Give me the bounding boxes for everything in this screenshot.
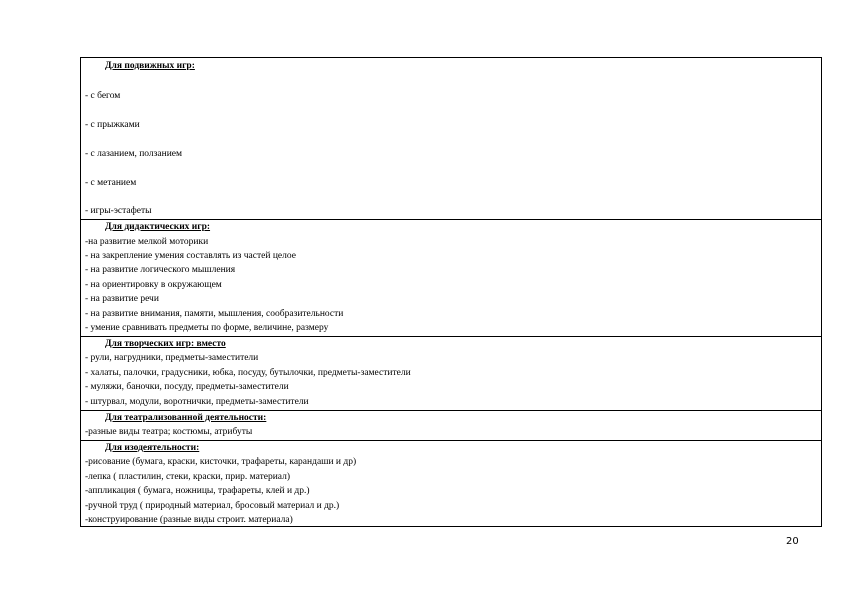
list-item: - игры-эстафеты <box>85 206 152 216</box>
list-item: - с метанием <box>85 178 137 188</box>
content-table <box>80 57 822 527</box>
list-item: -аппликация ( бумага, ножницы, трафареты, клей и др.) <box>85 486 310 496</box>
section-heading: Для подвижных игр: <box>105 61 195 71</box>
list-item: -лепка ( пластилин, стеки, краски, прир. материал) <box>85 472 290 482</box>
list-item: -ручной труд ( природный материал, бросовый материал и др.) <box>85 501 340 511</box>
list-item: -конструирование (разные виды строит. материала) <box>85 515 293 525</box>
list-item: - на развитие речи <box>85 294 159 304</box>
list-item: - на закрепление умения составлять из частей целое <box>85 251 296 261</box>
section-heading: Для дидактических игр: <box>105 222 211 232</box>
list-item: - муляжи, баночки, посуду, предметы-заместители <box>85 382 289 392</box>
table-row-theatre <box>81 410 821 441</box>
list-item: -рисование (бумага, краски, кисточки, трафареты, карандаши и др) <box>85 457 357 467</box>
list-item: - с лазанием, ползанием <box>85 149 183 159</box>
list-item: -разные виды театра; костюмы, атрибуты <box>85 427 253 437</box>
list-item: - рули, нагрудники, предметы-заместители <box>85 353 259 363</box>
list-item: - на развитие логического мышления <box>85 265 236 275</box>
list-item: - с прыжками <box>85 120 140 130</box>
section-heading: Для творческих игр: вместо <box>105 339 226 349</box>
page-number: 20 <box>786 536 799 547</box>
table-row-art <box>81 440 821 528</box>
list-item: - с бегом <box>85 91 121 101</box>
list-item: - на ориентировку в окружающем <box>85 280 222 290</box>
table-row-creative-games <box>81 336 821 411</box>
list-item: - халаты, палочки, градусники, юбка, посуду, бутылочки, предметы-заместители <box>85 368 411 378</box>
table-row-outdoor-games <box>81 58 821 220</box>
section-heading: Для театрализованной деятельности: <box>105 413 267 423</box>
list-item: -на развитие мелкой моторики <box>85 237 209 247</box>
list-item: - умение сравнивать предметы по форме, величине, размеру <box>85 323 329 333</box>
table-row-didactic-games <box>81 219 821 337</box>
list-item: - на развитие внимания, памяти, мышления, сообразительности <box>85 309 344 319</box>
list-item: - штурвал, модули, воротнички, предметы-заместители <box>85 397 309 407</box>
section-heading: Для изодеятельности: <box>105 443 200 453</box>
